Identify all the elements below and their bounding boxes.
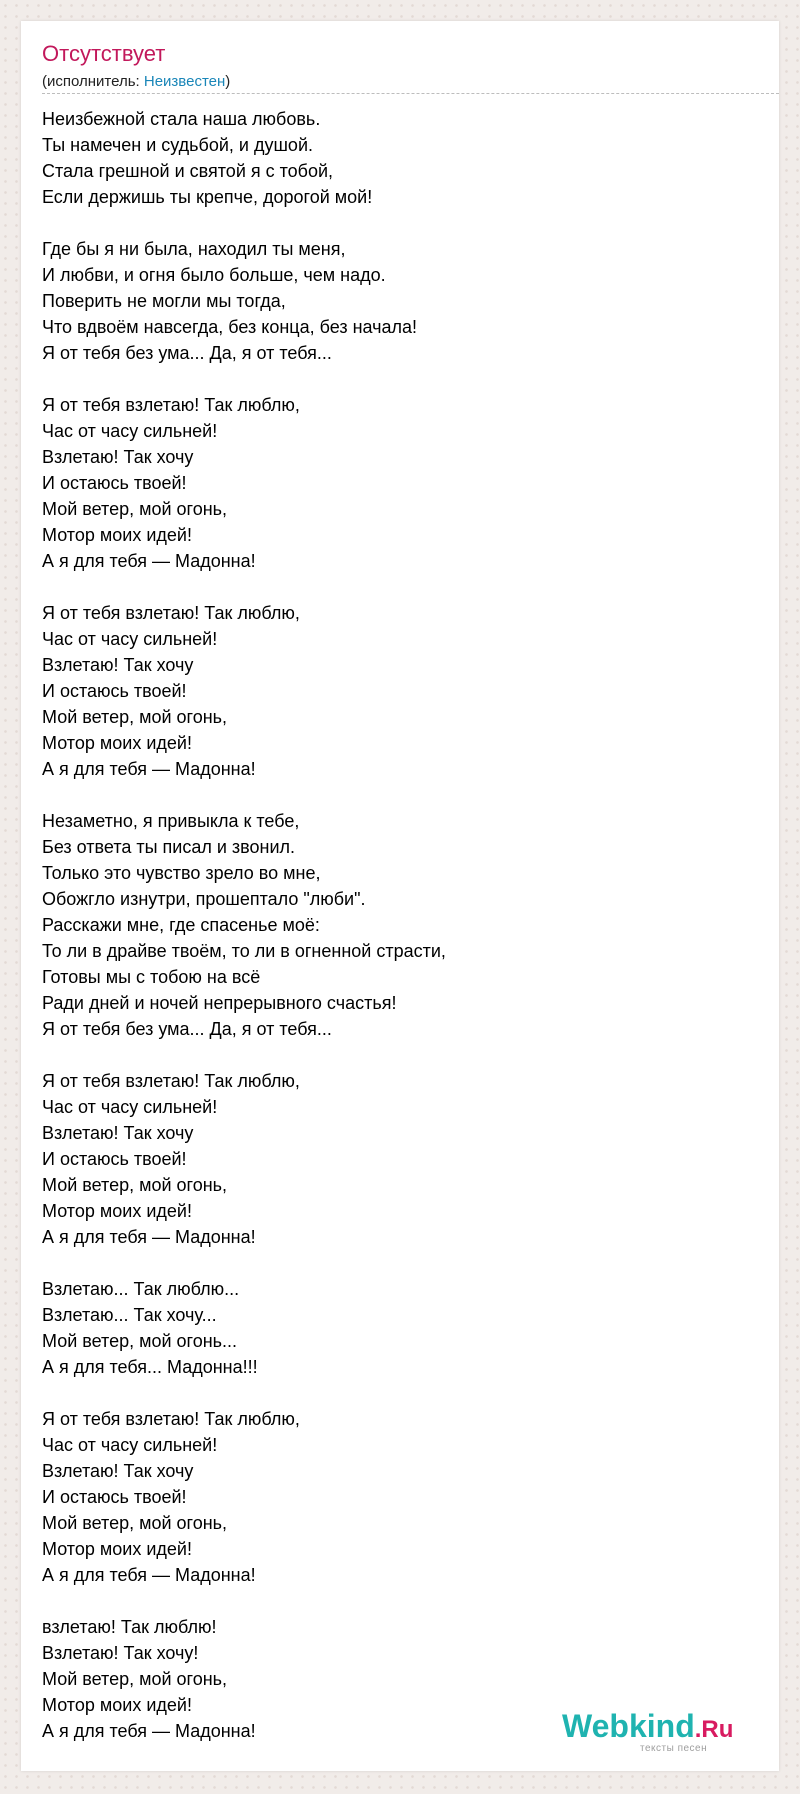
lyrics-line: Я от тебя взлетаю! Так люблю, bbox=[42, 1409, 300, 1429]
lyrics-line: взлетаю! Так люблю! bbox=[42, 1617, 217, 1637]
lyrics-line: Без ответа ты писал и звонил. bbox=[42, 837, 296, 857]
logo-wordmark bbox=[562, 1710, 733, 1742]
lyrics-stanza bbox=[42, 1276, 762, 1380]
performer-line bbox=[42, 74, 230, 89]
artist-link[interactable]: Неизвестен bbox=[143, 73, 226, 90]
lyrics-line: Мотор моих идей! bbox=[42, 1539, 192, 1559]
lyrics-line: Взлетаю! Так хочу! bbox=[42, 1643, 199, 1663]
lyrics-line: Мотор моих идей! bbox=[42, 733, 192, 753]
lyrics-line: Мотор моих идей! bbox=[42, 525, 192, 545]
lyrics-line: Только это чувство зрело во мне, bbox=[42, 863, 321, 883]
lyrics-line: И остаюсь твоей! bbox=[42, 473, 187, 493]
lyrics-line: Поверить не могли мы тогда, bbox=[42, 291, 286, 311]
lyrics-line: Час от часу сильней! bbox=[42, 1097, 218, 1117]
lyrics-line: То ли в драйве твоём, то ли в огненной страсти, bbox=[42, 941, 446, 961]
lyrics-stanza bbox=[42, 600, 762, 782]
logo-name: Webkind bbox=[562, 1708, 695, 1744]
lyrics-stanza bbox=[42, 392, 762, 574]
lyrics-line: Ты намечен и судьбой, и душой. bbox=[42, 135, 313, 155]
lyrics-line: Мой ветер, мой огонь, bbox=[42, 499, 228, 519]
lyrics-line: Час от часу сильней! bbox=[42, 629, 218, 649]
lyrics-line: Мой ветер, мой огонь, bbox=[42, 1175, 228, 1195]
lyrics-line: Готовы мы с тобою на всё bbox=[42, 967, 261, 987]
lyrics-stanza bbox=[42, 1068, 762, 1250]
lyrics-stanza bbox=[42, 106, 762, 210]
lyrics-stanza bbox=[42, 1406, 762, 1588]
lyrics-line: А я для тебя — Мадонна! bbox=[42, 759, 256, 779]
logo-domain: .Ru bbox=[694, 1716, 734, 1743]
lyrics-line: Неизбежной стала наша любовь. bbox=[42, 109, 321, 129]
lyrics-line: Я от тебя без ума... Да, я от тебя... bbox=[42, 1019, 332, 1039]
lyrics-line: Взлетаю... Так хочу... bbox=[42, 1305, 217, 1325]
lyrics-line: Мой ветер, мой огонь, bbox=[42, 1513, 228, 1533]
lyrics-line: Час от часу сильней! bbox=[42, 421, 218, 441]
lyrics-line: А я для тебя — Мадонна! bbox=[42, 1721, 256, 1741]
lyrics-line: Я от тебя взлетаю! Так люблю, bbox=[42, 603, 300, 623]
dashed-divider bbox=[42, 93, 779, 94]
lyrics-line: А я для тебя — Мадонна! bbox=[42, 1565, 256, 1585]
lyrics-line: А я для тебя — Мадонна! bbox=[42, 551, 256, 571]
lyrics-line: Что вдвоём навсегда, без конца, без начала! bbox=[42, 317, 418, 337]
lyrics-line: Взлетаю! Так хочу bbox=[42, 447, 194, 467]
lyrics-line: Взлетаю! Так хочу bbox=[42, 1461, 194, 1481]
lyrics-line: Незаметно, я привыкла к тебе, bbox=[42, 811, 300, 831]
performer-prefix: (исполнитель: bbox=[42, 73, 144, 90]
lyrics-line: А я для тебя — Мадонна! bbox=[42, 1227, 256, 1247]
lyrics-line: Я от тебя взлетаю! Так люблю, bbox=[42, 395, 300, 415]
lyrics-line: Где бы я ни была, находил ты меня, bbox=[42, 239, 346, 259]
lyrics-line: Час от часу сильней! bbox=[42, 1435, 218, 1455]
lyrics-card bbox=[21, 21, 779, 1771]
lyrics-line: И любви, и огня было больше, чем надо. bbox=[42, 265, 386, 285]
lyrics-line: Мой ветер, мой огонь, bbox=[42, 707, 228, 727]
lyrics-line: И остаюсь твоей! bbox=[42, 1487, 187, 1507]
lyrics-line: Взлетаю... Так люблю... bbox=[42, 1279, 240, 1299]
logo-tagline: тексты песен bbox=[640, 1743, 708, 1754]
lyrics-line: Я от тебя без ума... Да, я от тебя... bbox=[42, 343, 332, 363]
lyrics-line: Мотор моих идей! bbox=[42, 1201, 192, 1221]
lyrics-line: Взлетаю! Так хочу bbox=[42, 655, 194, 675]
lyrics-stanza bbox=[42, 808, 762, 1042]
lyrics-stanza bbox=[42, 236, 762, 366]
lyrics-line: Стала грешной и святой я с тобой, bbox=[42, 161, 334, 181]
song-title: Отсутствует bbox=[42, 41, 166, 66]
lyrics-line: Мой ветер, мой огонь... bbox=[42, 1331, 238, 1351]
lyrics-line: Обожгло изнутри, прошептало "люби". bbox=[42, 889, 366, 909]
webkind-logo[interactable] bbox=[562, 1710, 782, 1760]
lyrics-line: И остаюсь твоей! bbox=[42, 1149, 187, 1169]
lyrics-line: Я от тебя взлетаю! Так люблю, bbox=[42, 1071, 300, 1091]
lyrics-line: Мотор моих идей! bbox=[42, 1695, 192, 1715]
performer-suffix: ) bbox=[225, 73, 231, 90]
lyrics-line: И остаюсь твоей! bbox=[42, 681, 187, 701]
lyrics-line: Расскажи мне, где спасенье моё: bbox=[42, 915, 320, 935]
lyrics-line: Взлетаю! Так хочу bbox=[42, 1123, 194, 1143]
lyrics-line: Ради дней и ночей непрерывного счастья! bbox=[42, 993, 397, 1013]
lyrics-line: Если держишь ты крепче, дорогой мой! bbox=[42, 187, 373, 207]
lyrics-line: А я для тебя... Мадонна!!! bbox=[42, 1357, 258, 1377]
lyrics-text bbox=[42, 106, 762, 1770]
lyrics-line: Мой ветер, мой огонь, bbox=[42, 1669, 228, 1689]
